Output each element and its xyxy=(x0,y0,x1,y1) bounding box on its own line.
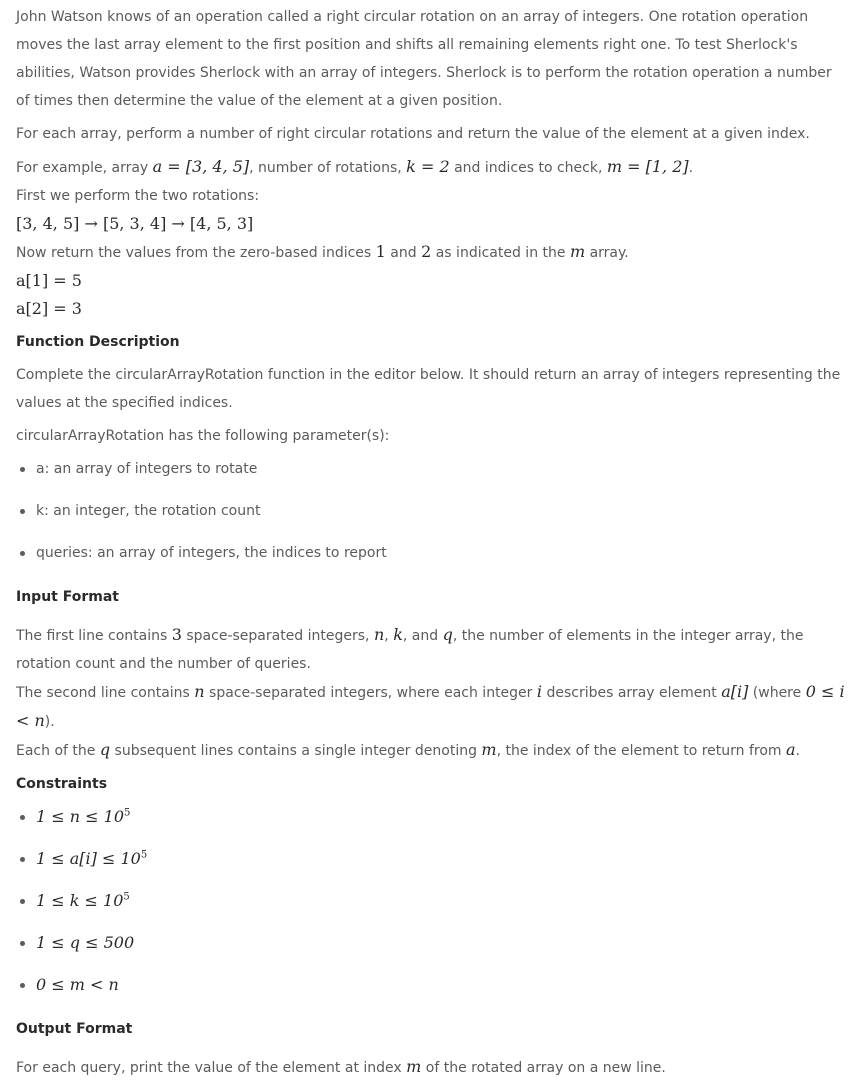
input-line-2: The second line contains n space-separated integers, where each integer i describes array element a[i] (where 0 ≤ i < n). xyxy=(16,682,845,730)
math-m-var: m xyxy=(569,242,586,261)
math-index-1: 1 xyxy=(375,242,386,261)
math-index-2: 2 xyxy=(421,242,432,261)
constraints-heading: Constraints xyxy=(16,776,108,792)
math-a-expr: a = [3, 4, 5] xyxy=(152,157,250,176)
example-rotations: [3, 4, 5] → [5, 3, 4] → [4, 5, 3] xyxy=(16,214,254,233)
list-item: k: an integer, the rotation count xyxy=(16,497,845,539)
list-item: 1 ≤ q ≤ 500 xyxy=(16,929,845,971)
task-paragraph: For each array, perform a number of right circular rotations and return the value of the element at a given index. xyxy=(16,126,810,142)
example-result-2: a[2] = 3 xyxy=(16,299,82,318)
example-first-line: First we perform the two rotations: xyxy=(16,188,260,204)
list-item: $1 \le k \le 10^5$ xyxy=(16,887,845,929)
intro-paragraph: John Watson knows of an operation called a right circular rotation on an array of integers. One rotation operation moves the last array element to the first position and shifts all remaining elements right one. To test Sherlock's abilities, Watson provides Sherlock with an array of integers. Sherlock is to perform the rotation operation a number of times then determine the value of the element at a given position. xyxy=(16,9,832,109)
example-paragraph: For example, array a = [3, 4, 5], number of rotations, k = 2 and indices to check, m = [1, 2]. xyxy=(16,157,694,176)
input-line-1: The first line contains 3 space-separated integers, n, k, and q, the number of elements in the integer array, the rotation count and the number of queries. xyxy=(16,625,804,672)
list-item: queries: an array of integers, the indices to report xyxy=(16,539,845,581)
input-line-3: Each of the q subsequent lines contains a single integer denoting m, the index of the element to return from a. xyxy=(16,740,801,759)
list-item: 0 ≤ m < n xyxy=(16,971,845,1013)
output-format-text: For each query, print the value of the element at index m of the rotated array on a new line. xyxy=(16,1057,666,1076)
input-format-heading: Input Format xyxy=(16,589,119,605)
list-item: a: an array of integers to rotate xyxy=(16,455,845,497)
function-description-heading: Function Description xyxy=(16,334,180,350)
params-list xyxy=(16,455,845,581)
example-return-line: Now return the values from the zero-based indices 1 and 2 as indicated in the m array. xyxy=(16,242,629,261)
params-intro: circularArrayRotation has the following parameter(s): xyxy=(16,428,390,444)
list-item: $1 \le n \le 10^5$ xyxy=(16,803,845,845)
function-description-text: Complete the circularArrayRotation function in the editor below. It should return an array of integers representing the values at the specified indices. xyxy=(16,367,841,411)
output-format-heading: Output Format xyxy=(16,1021,133,1037)
constraints-list xyxy=(16,803,845,1013)
list-item: $1 \le a[i] \le 10^5$ xyxy=(16,845,845,887)
example-result-1: a[1] = 5 xyxy=(16,271,82,290)
math-k-expr: k = 2 xyxy=(406,157,450,176)
math-m-expr: m = [1, 2] xyxy=(606,157,689,176)
